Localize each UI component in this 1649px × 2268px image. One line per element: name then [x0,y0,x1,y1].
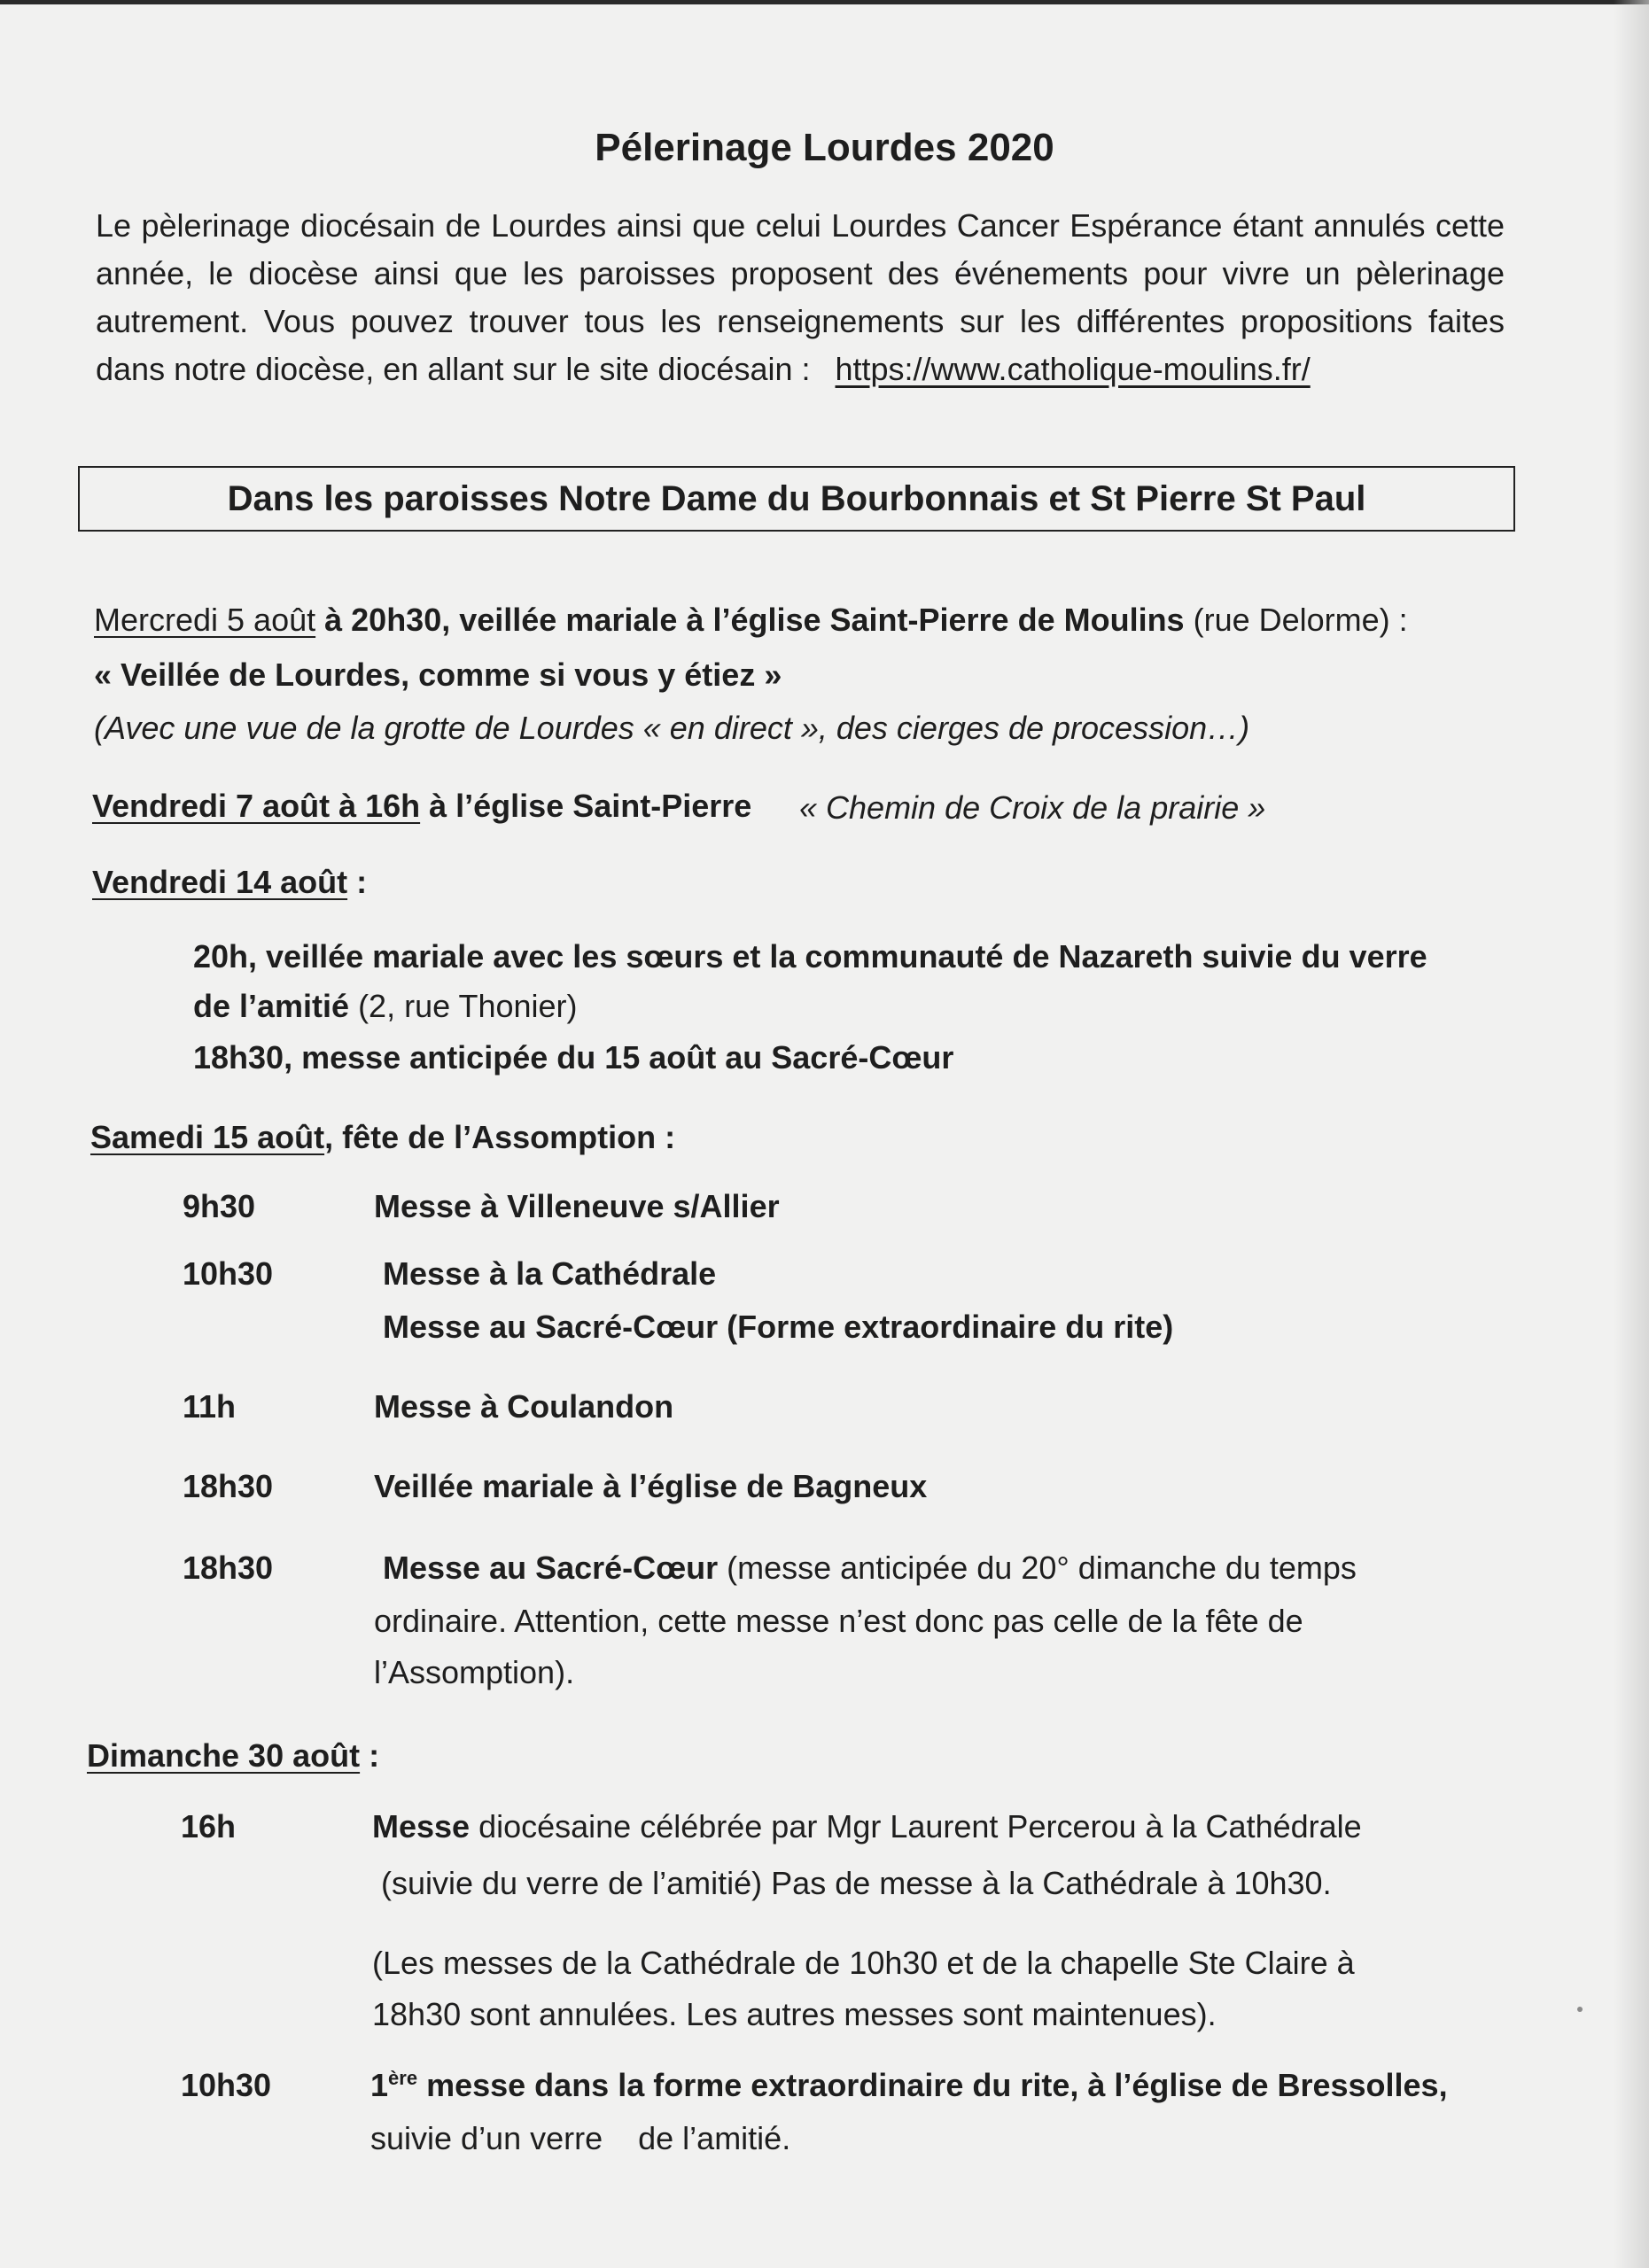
mercredi-title: « Veillée de Lourdes, comme si vous y étiez » [94,656,782,693]
mercredi-date: Mercredi 5 août [94,602,316,638]
samedi-date: Samedi 15 août [90,1119,325,1155]
dimanche-event-2-sup: ère [388,2067,418,2089]
dimanche-event-1 [372,1807,1362,1846]
dimanche-event-1-text: diocésaine célébrée par Mgr Laurent Percerou à la Cathédrale [470,1808,1362,1845]
samedi-time-4: 18h30 [183,1468,274,1504]
samedi-event-2: Messe à la Cathédrale [383,1255,717,1292]
dimanche-event-2-text: messe dans la forme extraordinaire du rite, à l’église de Bressolles, [417,2067,1448,2103]
samedi-event-4: Veillée mariale à l’église de Bagneux [374,1468,928,1504]
vendredi7-date: Vendredi 7 août à 16h [92,788,421,824]
vendredi7-event: « Chemin de Croix de la prairie » [799,789,1266,826]
samedi-time-3: 11h [183,1388,237,1425]
samedi-event-5-line2: ordinaire. Attention, cette messe n’est donc pas celle de la fête de [374,1603,1303,1639]
vendredi7-line [92,787,751,826]
dimanche-event-2-num: 1 [370,2067,389,2103]
dimanche-colon: : [360,1737,380,1774]
diocese-link[interactable]: https://www.catholique-moulins.fr/ [835,351,1311,387]
samedi-time-1: 9h30 [183,1188,256,1224]
vendredi14-item1-cont [193,987,578,1026]
vendredi14-item1-bold: de l’amitié [193,988,350,1024]
samedi-time-5: 18h30 [183,1550,274,1586]
samedi-event-2b: Messe au Sacré-Cœur (Forme extraordinaire du rite) [383,1309,1174,1345]
samedi-event-1: Messe à Villeneuve s/Allier [374,1188,780,1224]
samedi-title: , fête de l’Assomption : [324,1119,676,1155]
page-title: Pélerinage Lourdes 2020 [595,126,1054,169]
samedi-event-5-note: (messe anticipée du 20° dimanche du temps [718,1550,1357,1586]
vendredi14-item1: 20h, veillée mariale avec les sœurs et la communauté de Nazareth suivie du verre [193,938,1427,975]
dimanche-event-2-line2: suivie d’un verre de l’amitié. [370,2120,791,2156]
samedi-event-3: Messe à Coulandon [374,1388,674,1425]
dimanche-event-1-line2: (suivie du verre de l’amitié) Pas de messe à la Cathédrale à 10h30. [381,1865,1332,1901]
mercredi-description: (Avec une vue de la grotte de Lourdes « en direct », des cierges de procession…) [94,710,1250,746]
dimanche-event-2 [370,2066,1448,2105]
vendredi14-date: Vendredi 14 août [92,864,348,900]
samedi-line [90,1118,675,1157]
parish-heading-box [78,466,1515,532]
mercredi-location: (rue Delorme) : [1184,602,1408,638]
dimanche-date: Dimanche 30 août [87,1737,361,1774]
mercredi-line [94,601,1408,640]
dimanche-time-1: 16h [181,1808,237,1845]
vendredi14-line [92,863,367,902]
intro-text: Le pèlerinage diocésain de Lourdes ainsi que celui Lourdes Cancer Espérance étant annulés cette année, le diocèse ainsi que les paroisses proposent des événements pour vivre un pèlerinage autrement. Vous pouvez trouver tous les renseignements sur les différentes propositions faites dans notre diocèse, en allant sur le site diocésain : [96,207,1505,387]
dimanche-note-2: 18h30 sont annulées. Les autres messes sont maintenues). [372,1996,1217,2032]
vendredi14-item2: 18h30, messe anticipée du 15 août au Sacré-Cœur [193,1039,954,1076]
dimanche-event-1-bold: Messe [372,1808,471,1845]
vendredi7-location: à l’église Saint-Pierre [420,788,752,824]
samedi-event-5-bold: Messe au Sacré-Cœur [383,1550,719,1586]
vendredi14-colon: : [347,864,368,900]
dimanche-line [87,1736,379,1775]
vendredi14-item1-address: (2, rue Thonier) [349,988,578,1024]
samedi-event-5-line3: l’Assomption). [374,1654,575,1690]
dimanche-note-1: (Les messes de la Cathédrale de 10h30 et de la chapelle Ste Claire à [372,1945,1355,1981]
parish-heading: Dans les paroisses Notre Dame du Bourbonnais et St Pierre St Paul [227,478,1366,518]
mercredi-event: à 20h30, veillée mariale à l’église Saint-Pierre de Moulins [315,602,1185,638]
intro-paragraph [96,202,1505,393]
samedi-time-2: 10h30 [183,1255,274,1292]
dimanche-time-2: 10h30 [181,2067,272,2103]
samedi-event-5 [383,1549,1357,1588]
